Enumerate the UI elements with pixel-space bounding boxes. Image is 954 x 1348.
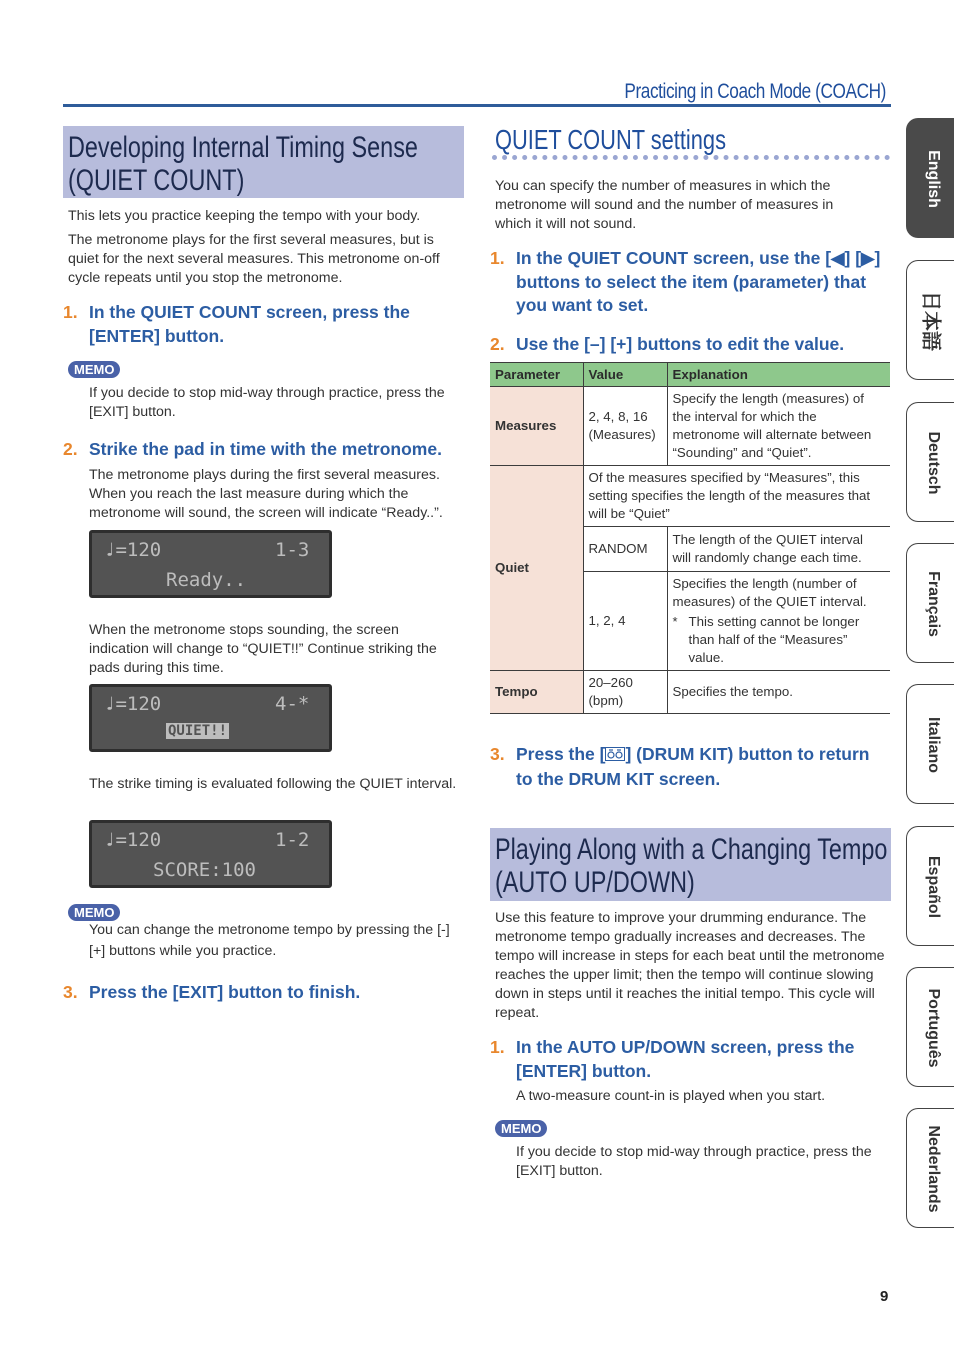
tab-english[interactable] — [906, 118, 954, 238]
dotted-rule — [492, 155, 890, 160]
auto-intro: Use this feature to improve your drumming endurance. The metronome tempo gradually increases and decreases. The tempo will increase in steps for each beat until the metronome reaches the upper limit; then the tempo will continue slowing down in steps until it reaches the initial tempo. This cycle will repeat. — [495, 910, 885, 1021]
tab-portugues[interactable] — [906, 967, 954, 1087]
lcd-explanation-2: The strike timing is evaluated following the QUIET interval. — [89, 776, 457, 792]
memo-badge: MEMO — [68, 904, 120, 921]
value-tempo: 20–260 (bpm) — [583, 671, 667, 714]
settings-step-3-text — [516, 743, 886, 791]
step-number: 1. — [490, 248, 505, 268]
settings-step-2-text: Use the [–] [+] buttons to edit the value. — [516, 334, 845, 354]
step-3-text-part-b: ] (DRUM KIT) button to return to the DRUM KIT screen. — [516, 744, 870, 789]
note-text: This setting cannot be longer than half of the “Measures” value. — [688, 614, 860, 665]
auto-step-1-text: In the AUTO UP/DOWN screen, press the [ENTER] button. — [516, 1037, 855, 1081]
lcd-tempo: ♩=120 — [104, 539, 162, 561]
step-2-text: Strike the pad in time with the metronome. — [89, 439, 442, 459]
step-number: 2. — [490, 334, 505, 354]
lcd-tempo: ♩=120 — [104, 693, 162, 715]
lcd-measure: 1-3 — [275, 539, 310, 561]
memo-text: If you decide to stop mid-way through practice, press the [EXIT] button. — [89, 385, 445, 420]
tab-japanese[interactable] — [906, 260, 954, 380]
memo-text: If you decide to stop mid-way through practice, press the [EXIT] button. — [516, 1144, 872, 1179]
tab-francais[interactable] — [906, 543, 954, 663]
auto-title-line2: (AUTO UP/DOWN) — [495, 866, 695, 899]
tab-nederlands[interactable] — [906, 1108, 954, 1228]
note — [673, 613, 886, 667]
table-row — [490, 671, 890, 714]
step-3-text: Press the [EXIT] button to finish. — [89, 982, 361, 1002]
step-1-text: In the QUIET COUNT screen, press the [ENTER] button. — [89, 302, 410, 346]
memo-badge: MEMO — [495, 1120, 547, 1137]
lcd-display-score — [89, 820, 332, 888]
tab-espanol[interactable] — [906, 826, 954, 946]
header-parameter: Parameter — [490, 363, 583, 387]
tab-label: Nederlands — [925, 1125, 942, 1213]
step-number: 1. — [63, 302, 78, 322]
step-number: 3. — [63, 982, 78, 1002]
section-title-box — [63, 126, 464, 198]
table-row — [490, 466, 890, 527]
intro-text-1: This lets you practice keeping the tempo with your body. — [68, 208, 421, 224]
quiet-count-intro: You can specify the number of measures in which the metronome will sound and the number of measures in which it will not sound. — [495, 178, 834, 232]
step-number: 2. — [63, 439, 78, 459]
header-rule — [63, 104, 891, 107]
explanation-random: The length of the QUIET interval will randomly change each time. — [667, 527, 890, 572]
step-number: 1. — [490, 1037, 505, 1057]
auto-section-title-box — [490, 828, 891, 901]
lcd-display-quiet — [89, 684, 332, 752]
tab-label: Español — [925, 855, 942, 919]
value-random: RANDOM — [583, 527, 667, 572]
auto-step-1-description: A two-measure count-in is played when you start. — [516, 1088, 826, 1104]
tab-label: English — [925, 150, 942, 208]
explanation-1-2-4 — [667, 572, 890, 671]
tab-label: Deutsch — [925, 431, 942, 495]
quiet-count-settings-title: QUIET COUNT settings — [495, 124, 727, 155]
table-row — [490, 387, 890, 466]
param-quiet: Quiet — [490, 466, 583, 671]
step-3-text-part-a: Press the [ — [516, 744, 606, 764]
header-explanation: Explanation — [667, 363, 890, 387]
lcd-measure: 1-2 — [275, 829, 310, 851]
explanation-measures: Specify the length (measures) of the interval for which the metronome will alternate between “Sounding” and “Quiet”. — [667, 387, 890, 466]
table-header-row — [490, 363, 890, 387]
lcd-message-inverted: QUIET!! — [168, 723, 228, 739]
section-title-line1: Developing Internal Timing Sense — [68, 131, 418, 164]
section-title-line2: (QUIET COUNT) — [68, 164, 245, 197]
parameter-table — [490, 362, 890, 714]
explanation-1-2-4-text: Specifies the length (number of measures) of the QUIET interval. — [672, 576, 867, 609]
memo-text: You can change the metronome tempo by pressing the [-] [+] buttons while you practice. — [89, 922, 450, 959]
lcd-measure: 4-* — [275, 693, 310, 715]
explanation-tempo: Specifies the tempo. — [667, 671, 890, 714]
tab-label: 日本語 — [919, 291, 942, 351]
value-1-2-4: 1, 2, 4 — [583, 572, 667, 671]
drum-kit-icon — [605, 744, 625, 768]
tab-deutsch[interactable] — [906, 402, 954, 522]
chapter-title: Practicing in Coach Mode (COACH) — [624, 80, 886, 103]
lcd-tempo: ♩=120 — [104, 829, 162, 851]
header-value: Value — [583, 363, 667, 387]
tab-label: Français — [925, 571, 942, 637]
tab-label: Português — [925, 988, 942, 1068]
tab-italiano[interactable] — [906, 684, 954, 804]
settings-step-1-text: In the QUIET COUNT screen, use the [◀] [▶] buttons to select the item (parameter) that you want to set. — [516, 248, 881, 315]
step-number: 3. — [490, 744, 505, 764]
param-measures: Measures — [490, 387, 583, 466]
explanation-quiet: Of the measures specified by “Measures”, this setting specifies the length of the measures that will be “Quiet” — [583, 466, 890, 527]
value-measures: 2, 4, 8, 16 (Measures) — [583, 387, 667, 466]
lcd-message: Ready.. — [166, 569, 247, 591]
lcd-explanation-1: When the metronome stops sounding, the screen indication will change to “QUIET!!” Continue striking the pads during this time. — [89, 622, 437, 676]
page-number: 9 — [880, 1288, 889, 1305]
step-2-description: The metronome plays during the first several measures. When you reach the last measure during which the metronome will sound, the screen will indicate “Ready..”. — [89, 467, 443, 521]
note-mark: * — [672, 614, 678, 629]
lcd-display-ready — [89, 530, 332, 598]
auto-title-line1: Playing Along with a Changing Tempo — [495, 833, 888, 866]
memo-badge: MEMO — [68, 361, 120, 378]
lcd-message: SCORE:100 — [153, 859, 256, 881]
param-tempo: Tempo — [490, 671, 583, 714]
intro-text-2: The metronome plays for the first several measures, but is quiet for the next several measures. This metronome on-off cycle repeats until you stop the metronome. — [68, 232, 440, 286]
tab-label: Italiano — [925, 716, 942, 774]
